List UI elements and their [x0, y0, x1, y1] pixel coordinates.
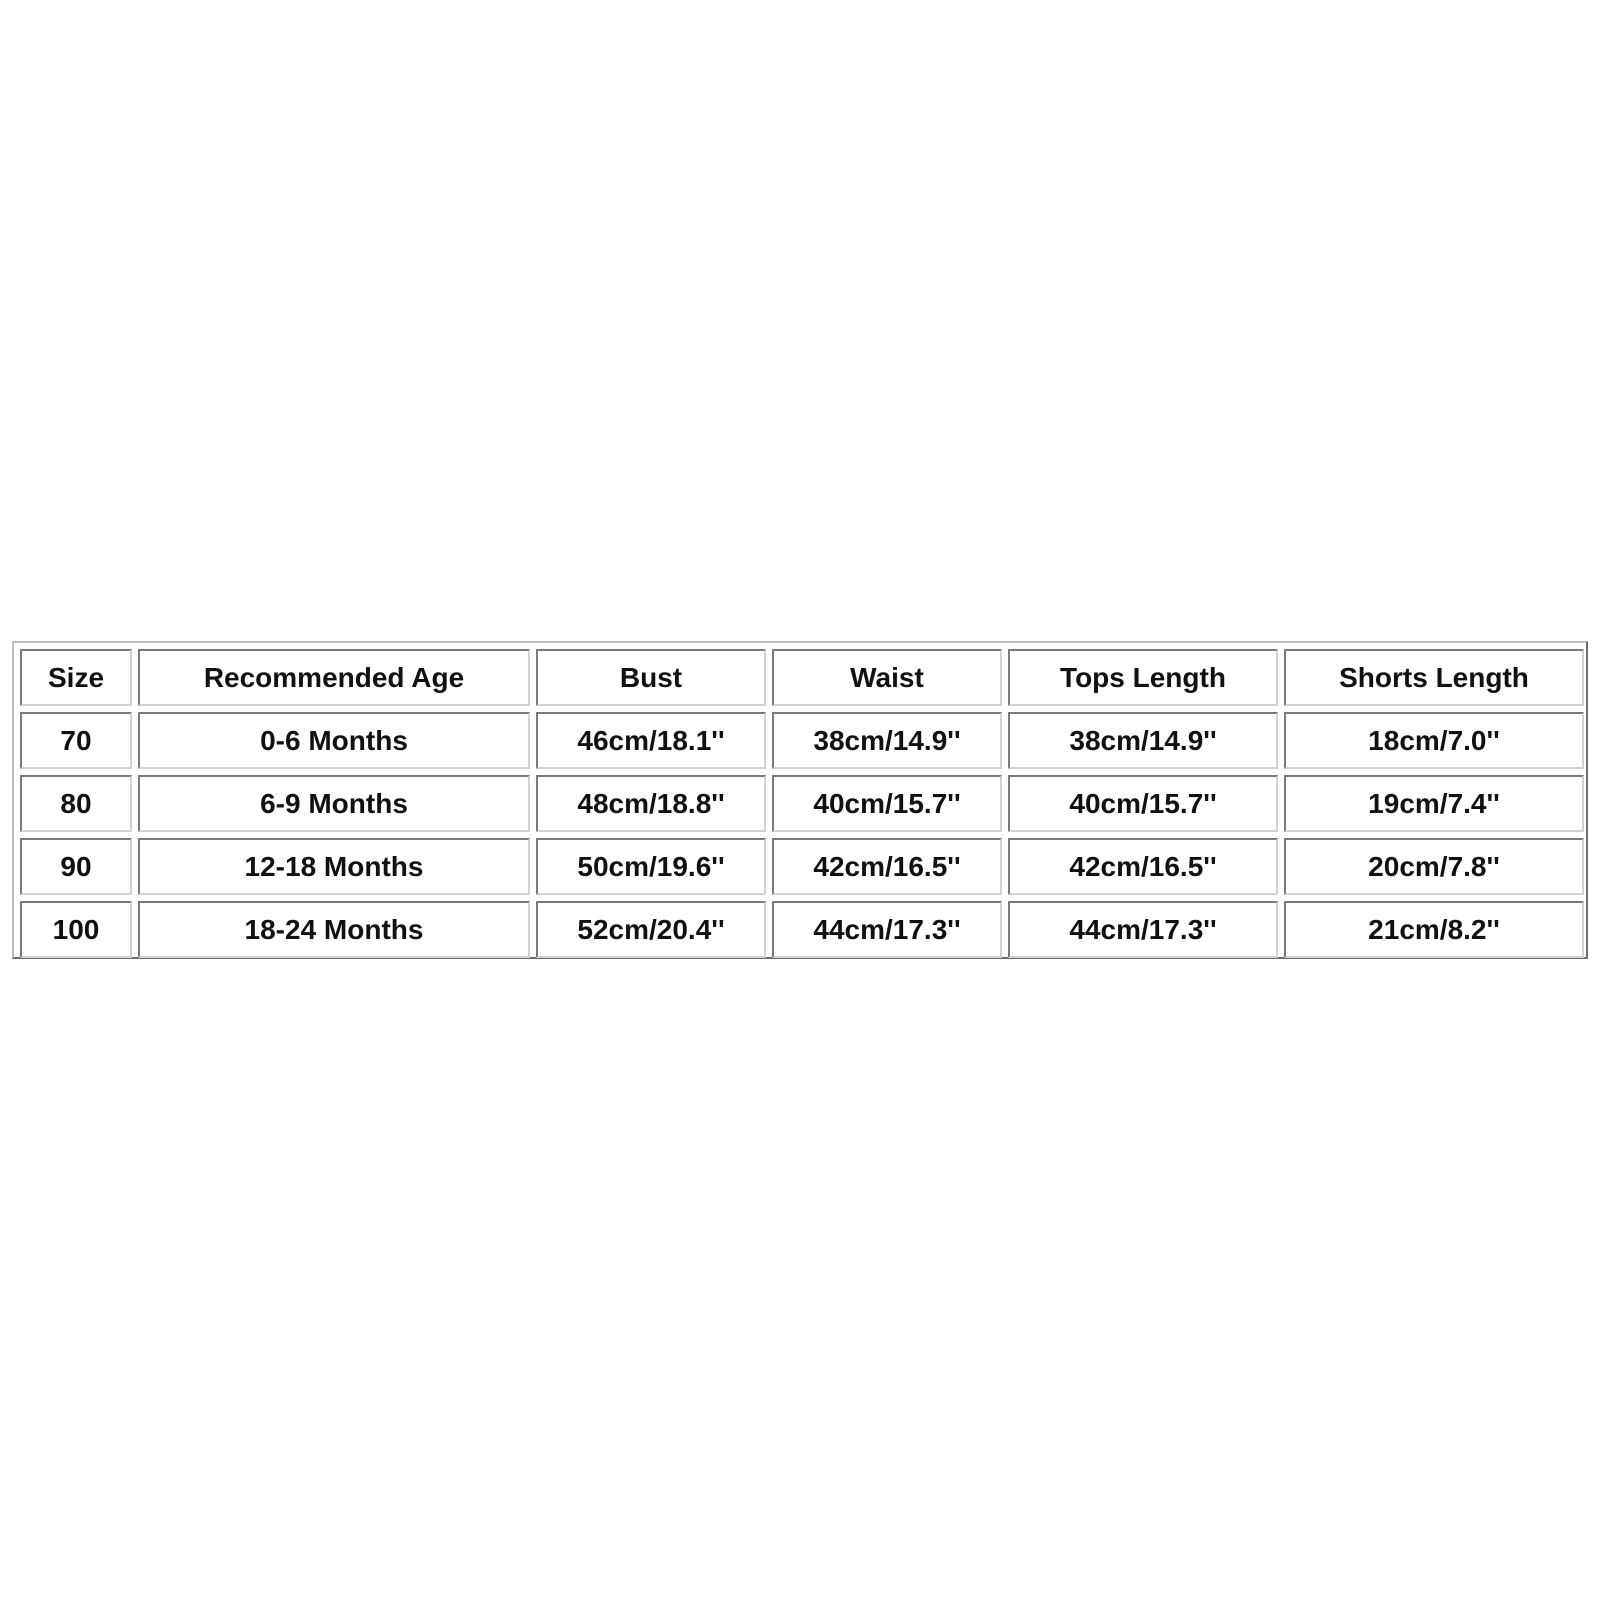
table-row: [20, 901, 1584, 958]
header-cell-waist: Waist: [772, 649, 1002, 706]
cell-recommended-age: 12-18 Months: [138, 838, 530, 895]
cell-tops-length: 42cm/16.5'': [1008, 838, 1278, 895]
cell-recommended-age: 6-9 Months: [138, 775, 530, 832]
cell-size: 100: [20, 901, 132, 958]
header-cell-shorts-length: Shorts Length: [1284, 649, 1584, 706]
cell-waist: 44cm/17.3'': [772, 901, 1002, 958]
cell-size: 70: [20, 712, 132, 769]
cell-shorts-length: 18cm/7.0'': [1284, 712, 1584, 769]
header-cell-size: Size: [20, 649, 132, 706]
table-row: [20, 838, 1584, 895]
cell-recommended-age: 18-24 Months: [138, 901, 530, 958]
cell-tops-length: 38cm/14.9'': [1008, 712, 1278, 769]
cell-bust: 52cm/20.4'': [536, 901, 766, 958]
cell-shorts-length: 19cm/7.4'': [1284, 775, 1584, 832]
cell-size: 80: [20, 775, 132, 832]
header-cell-bust: Bust: [536, 649, 766, 706]
cell-tops-length: 44cm/17.3'': [1008, 901, 1278, 958]
table-row: [20, 712, 1584, 769]
cell-waist: 40cm/15.7'': [772, 775, 1002, 832]
table-row: [20, 775, 1584, 832]
cell-bust: 46cm/18.1'': [536, 712, 766, 769]
cell-tops-length: 40cm/15.7'': [1008, 775, 1278, 832]
header-cell-tops-length: Tops Length: [1008, 649, 1278, 706]
size-chart-table-frame: [12, 641, 1588, 959]
header-row: [20, 649, 1584, 706]
header-cell-recommended-age: Recommended Age: [138, 649, 530, 706]
cell-bust: 48cm/18.8'': [536, 775, 766, 832]
size-chart-table: [14, 643, 1590, 964]
cell-waist: 42cm/16.5'': [772, 838, 1002, 895]
cell-size: 90: [20, 838, 132, 895]
cell-shorts-length: 20cm/7.8'': [1284, 838, 1584, 895]
cell-shorts-length: 21cm/8.2'': [1284, 901, 1584, 958]
cell-waist: 38cm/14.9'': [772, 712, 1002, 769]
cell-recommended-age: 0-6 Months: [138, 712, 530, 769]
cell-bust: 50cm/19.6'': [536, 838, 766, 895]
